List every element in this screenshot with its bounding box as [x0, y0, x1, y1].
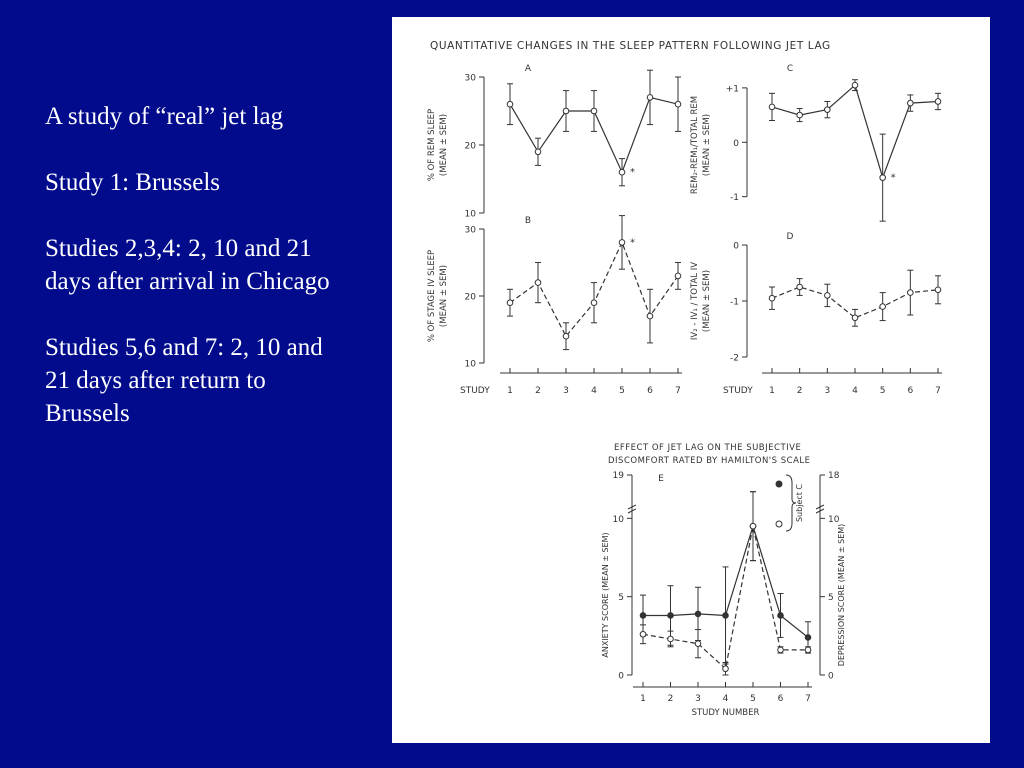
study-label-right: STUDY	[723, 386, 753, 396]
chart-e-right-ytick-label: 5	[828, 593, 834, 604]
chart-b-series-0-point	[675, 273, 681, 279]
chart-d-panel-label: D	[786, 232, 794, 242]
chart-c-series-0-point	[825, 107, 831, 113]
chart-a-ylabel2: (MEAN ± SEM)	[439, 113, 449, 177]
chart-e-xtick-label: 6	[777, 694, 784, 704]
chart-c-series-0-point	[935, 99, 941, 105]
text-paragraph-study1: Study 1: Brussels	[45, 169, 221, 196]
chart-c-panel-label: C	[786, 64, 794, 74]
chart-b-panel-label: B	[524, 216, 532, 226]
chart-a-ylabel: % OF REM SLEEP	[427, 108, 437, 182]
chart-e-ytick-label: 0	[618, 671, 624, 682]
chart-b-xtick-label: 3	[563, 386, 569, 396]
chart-d-xtick-label: 4	[852, 386, 858, 396]
chart-c-ytick-label: -1	[730, 193, 739, 204]
chart-a-series-0-point	[675, 101, 681, 107]
chart-c-ylabel2: (MEAN ± SEM)	[702, 113, 712, 177]
chart-e-series-1-point	[805, 647, 811, 653]
chart-b-xtick-label: 4	[591, 386, 597, 396]
chart-e-series-1-point	[723, 666, 729, 672]
text-paragraph-title: A study of “real” jet lag	[45, 103, 284, 130]
chart-e-legend-label: Subject C	[795, 483, 804, 523]
chart-d-ytick-label: -2	[730, 353, 739, 364]
chart-e-series-0-point	[805, 635, 811, 641]
figure-bottom-title-line1: EFFECT OF JET LAG ON THE SUBJECTIVE	[614, 443, 802, 453]
chart-e-xtick-label: 7	[805, 694, 811, 704]
chart-b-xtick-label: 7	[675, 386, 681, 396]
chart-a-series-0-point	[507, 101, 513, 107]
text-paragraph-studies-chicago: Studies 2,3,4: 2, 10 and 21 days after arrival in Chicago	[45, 235, 330, 295]
chart-b-series-0-point	[535, 280, 541, 286]
plots-group	[427, 64, 942, 718]
chart-d-series-0-point	[825, 293, 831, 299]
chart-e-xtick-label: 1	[640, 694, 646, 704]
chart-e-ylabel: ANXIETY SCORE (MEAN ± SEM)	[601, 532, 610, 658]
chart-a-series-0-point	[535, 149, 541, 155]
text-paragraph-studies-brussels: Studies 5,6 and 7: 2, 10 and 21 days after return to Brussels	[45, 334, 323, 427]
chart-e-series-0-point	[778, 613, 784, 619]
figure-panel	[392, 17, 990, 743]
chart-a-series-0-point	[563, 108, 569, 114]
slide-text-block	[45, 100, 345, 463]
chart-c-series-0-line	[772, 85, 938, 177]
chart-e-ytick-top-right: 18	[828, 471, 840, 481]
chart-e-xtick-label: 4	[722, 694, 729, 704]
chart-c-series-0-point	[797, 112, 803, 118]
chart-b-xtick-label: 6	[647, 386, 653, 396]
chart-b-ytick-label: 20	[464, 292, 476, 303]
chart-b-ylabel2: (MEAN ± SEM)	[439, 264, 449, 328]
chart-d-xtick-label: 7	[935, 386, 941, 396]
chart-a-panel-label: A	[524, 64, 532, 74]
chart-e-series-1-point	[640, 631, 646, 637]
chart-a-series-0-point	[591, 108, 597, 114]
chart-d-xtick-label: 5	[879, 386, 886, 396]
chart-b-series-0-point	[591, 300, 597, 306]
chart-e-ylabel-right: DEPRESSION SCORE (MEAN ± SEM)	[837, 523, 846, 667]
chart-e-series-0-point	[695, 611, 701, 617]
chart-e-legend-filled-marker	[776, 481, 782, 487]
chart-d-ylabel2: (MEAN ± SEM)	[702, 269, 712, 333]
chart-e-panel-label: E	[658, 474, 664, 484]
chart-e-series-0-point	[640, 613, 646, 619]
chart-d-xtick-label: 3	[824, 386, 831, 396]
study-label-left: STUDY	[460, 386, 490, 396]
chart-e-xtick-label: 2	[667, 694, 674, 704]
chart-e-xtick-label: 5	[750, 694, 756, 704]
chart-c-series-0-point	[880, 175, 886, 181]
chart-a-series-0-point	[619, 169, 625, 175]
chart-d-xtick-label: 2	[796, 386, 803, 396]
chart-a-annotation: *	[630, 167, 635, 179]
chart-e-right-ytick-label: 0	[828, 671, 834, 682]
chart-d-xtick-label: 6	[907, 386, 914, 396]
chart-d-ytick-label: -1	[730, 297, 739, 308]
chart-b-ytick-label: 10	[464, 359, 476, 370]
chart-d-ylabel: IV₂ - IV₁ / TOTAL IV	[690, 261, 700, 341]
chart-c-series-0-point	[852, 82, 858, 88]
chart-b-series-0-point	[563, 333, 569, 339]
chart-b-xtick-label: 1	[507, 386, 513, 396]
figure-top-title: QUANTITATIVE CHANGES IN THE SLEEP PATTERN FOLLOWING JET LAG	[430, 40, 831, 52]
chart-d-series-0-point	[908, 290, 914, 296]
chart-c-ylabel: REM₂-REM₁/TOTAL REM	[690, 95, 700, 195]
chart-e-series-1-point	[750, 523, 756, 529]
chart-d-series-0-point	[852, 315, 858, 321]
chart-e-series-0-point	[668, 613, 674, 619]
chart-b-series-0-point	[507, 300, 513, 306]
chart-e-legend-open-marker	[776, 521, 782, 527]
chart-e-ytick-top-left: 19	[612, 471, 624, 481]
chart-c-ytick-label: +1	[725, 84, 739, 95]
figure-bottom-title-line2: DISCOMFORT RATED BY HAMILTON'S SCALE	[608, 456, 811, 466]
chart-b-ylabel: % OF STAGE IV SLEEP	[427, 249, 437, 343]
chart-c-series-0-point	[908, 100, 914, 106]
chart-d-series-0-point	[880, 304, 886, 310]
chart-b-ytick-label: 30	[464, 225, 476, 236]
chart-e-series-1-point	[668, 636, 674, 642]
chart-e-series-1-point	[778, 647, 784, 653]
chart-d-series-0-point	[769, 295, 775, 301]
chart-d-series-0-point	[935, 287, 941, 293]
figure-svg	[392, 17, 990, 743]
chart-e-series-0-point	[723, 613, 729, 619]
chart-e-ytick-label: 5	[618, 593, 624, 604]
chart-e-xtick-label: 3	[695, 694, 701, 704]
chart-a-ytick-label: 20	[464, 141, 476, 152]
chart-d-series-0-point	[797, 284, 803, 290]
chart-b-annotation: *	[630, 237, 635, 249]
chart-e-xlabel: STUDY NUMBER	[691, 708, 760, 718]
chart-d-ytick-label: 0	[733, 241, 739, 252]
chart-a-series-0-point	[647, 95, 653, 101]
chart-e-ytick-label: 10	[612, 514, 624, 525]
chart-b-xtick-label: 5	[619, 386, 625, 396]
chart-c-series-0-point	[769, 104, 775, 110]
chart-b-series-0-point	[619, 240, 625, 246]
chart-e-right-ytick-label: 10	[828, 514, 840, 525]
chart-e-series-1-point	[695, 641, 701, 647]
chart-b-series-0-point	[647, 313, 653, 319]
chart-b-xtick-label: 2	[535, 386, 541, 396]
chart-c-ytick-label: 0	[733, 138, 739, 149]
chart-a-ytick-label: 30	[464, 73, 476, 84]
chart-d-xtick-label: 1	[769, 386, 775, 396]
chart-a-ytick-label: 10	[464, 209, 476, 220]
chart-c-annotation: *	[890, 172, 896, 184]
